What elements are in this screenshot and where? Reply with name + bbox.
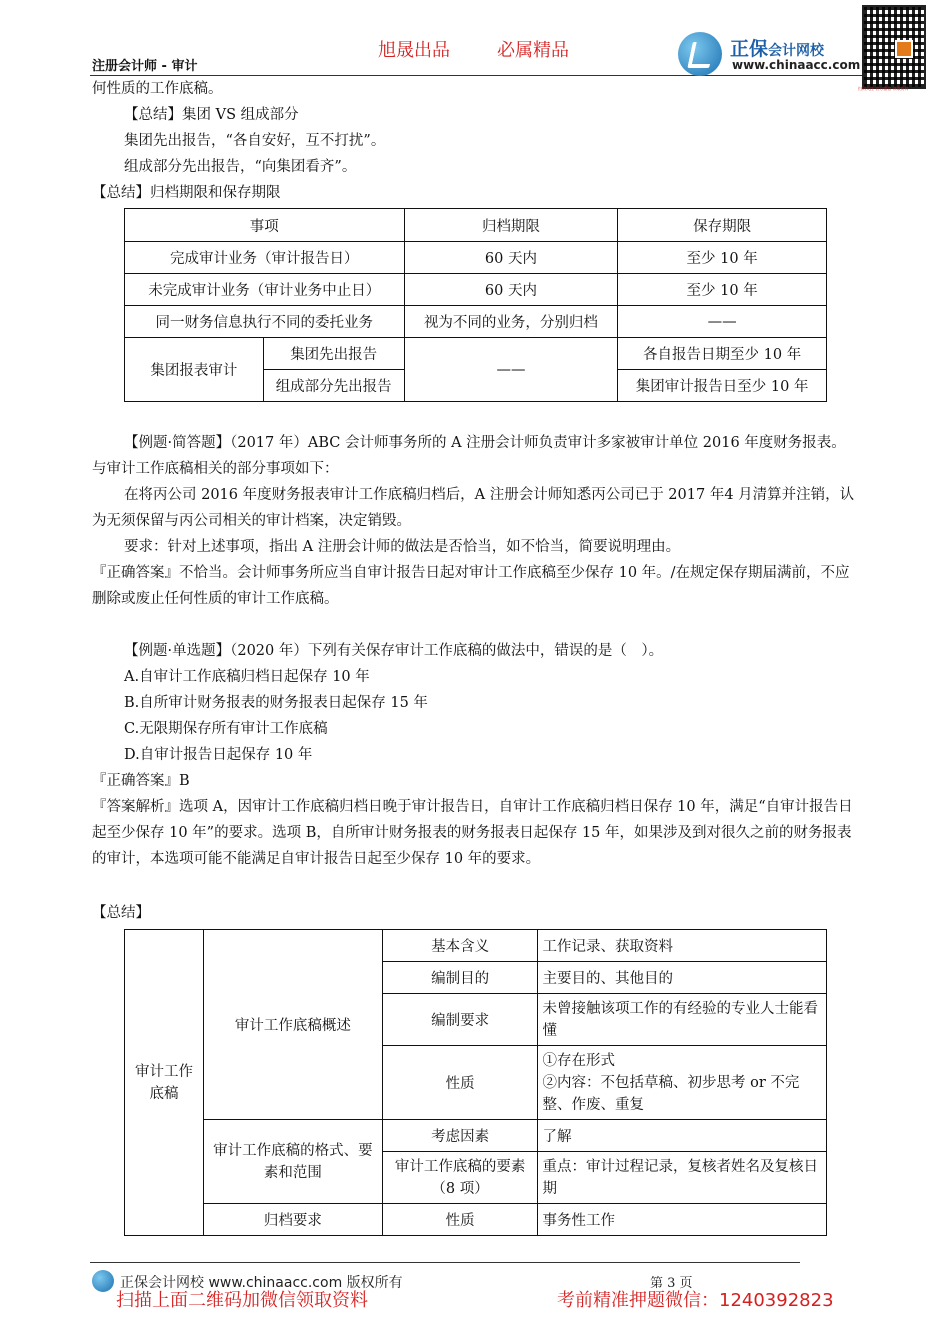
table-cell: 视为不同的业务，分别归档: [404, 306, 618, 338]
table-row: [125, 1120, 827, 1152]
table-cell: 同一财务信息执行不同的委托业务: [125, 306, 405, 338]
promo-left: 扫描上面二维码加微信领取资料: [116, 1290, 368, 1311]
example1-requirement: 要求：针对上述事项，指出 A 注册会计师的做法是否恰当，如不恰当，简要说明理由。: [124, 539, 681, 555]
footer-divider: [90, 1262, 800, 1263]
example1-answer: 『正确答案』不恰当。会计师事务所应当自审计报告日起对审计工作底稿至少保存 10 年。/在规定保存期届满前，不应删除或废止任何性质的审计工作底稿。: [92, 565, 850, 607]
footer-logo-icon: [92, 1270, 114, 1292]
table-cell: 了解: [538, 1120, 827, 1152]
intro-summary-heading: 【总结】集团 VS 组成部分: [124, 107, 299, 123]
table-cell: 审计工作底稿的要素（8 项）: [382, 1152, 538, 1204]
footer-brand: 正保会计网校 www.chinaacc.com 版权所有: [120, 1275, 403, 1291]
table-row: [125, 1204, 827, 1236]
table-cell: 未完成审计业务（审计业务中止日）: [125, 274, 405, 306]
table-cell: 组成部分先出报告: [263, 370, 404, 402]
table-cell-group-label: 集团报表审计: [125, 338, 264, 402]
table-header: 保存期限: [618, 209, 827, 242]
summary-group-1: 审计工作底稿概述: [204, 930, 383, 1120]
table-cell: 各自报告日期至少 10 年: [618, 338, 827, 370]
nature-line-2: ②内容：不包括草稿、初步思考 or 不完整、作废、重复: [542, 1074, 800, 1113]
intro-line-0: 何性质的工作底稿。: [92, 81, 223, 97]
table-cell: 性质: [382, 1046, 538, 1120]
table-cell: 集团先出报告: [263, 338, 404, 370]
course-title: 注册会计师 - 审计: [92, 59, 198, 74]
table-cell: 基本含义: [382, 930, 538, 962]
example1-title: 【例题·简答题】（2017 年）ABC 会计师事务所的 A 注册会计师负责审计多家被审计单位 2016 年度财务报表。与审计工作底稿相关的部分事项如下：: [92, 435, 846, 477]
table-cell: 事务性工作: [538, 1204, 827, 1236]
summary-group-2: 审计工作底稿的格式、要素和范围: [204, 1120, 383, 1204]
qr-note: 扫码关注 官方微信 领取资料: [858, 86, 909, 91]
table-cell: [538, 1046, 827, 1120]
brand-name-sub: 会计网校: [768, 43, 825, 59]
table-row: [125, 338, 827, 370]
table-cell: 集团审计报告日至少 10 年: [618, 370, 827, 402]
example2-option-d: D.自审计报告日起保存 10 年: [124, 747, 313, 763]
table-cell: 编制目的: [382, 962, 538, 994]
table-cell: ——: [618, 306, 827, 338]
summary-label: 【总结】: [92, 905, 150, 921]
intro-summary-archive: 【总结】归档期限和保存期限: [92, 185, 281, 201]
summary-group-3: 归档要求: [204, 1204, 383, 1236]
table-row: [125, 274, 827, 306]
table-row: [125, 242, 827, 274]
table-cell: ——: [404, 338, 618, 402]
example2-analysis: 『答案解析』选项 A，因审计工作底稿归档日晚于审计报告日，自审计工作底稿归档日保存 10 年，满足“自审计报告日起至少保存 10 年”的要求。选项 B，自所审计财务报表的财务报表日起保存 15 年，如果涉及到对很久之前的财务报表的审计，本选项可能不能满足自审计报告日起至少保存 10 年的要求。: [92, 799, 853, 867]
table-cell: 60 天内: [404, 242, 618, 274]
table-cell: 60 天内: [404, 274, 618, 306]
table-cell: 主要目的、其他目的: [538, 962, 827, 994]
table-header: 归档期限: [404, 209, 618, 242]
example2-answer: 『正确答案』B: [92, 773, 190, 789]
example2-option-b: B.自所审计财务报表的财务报表日起保存 15 年: [124, 695, 428, 711]
table-cell: 性质: [382, 1204, 538, 1236]
brand-name: [730, 34, 824, 61]
table-cell: 至少 10 年: [618, 242, 827, 274]
brand-logo-icon: [678, 32, 722, 76]
table-cell: 重点：审计过程记录，复核者姓名及复核日期: [538, 1152, 827, 1204]
promo-right: 考前精准押题微信：1240392823: [557, 1290, 834, 1311]
header-slogan-2: 必属精品: [497, 40, 569, 61]
table-header-row: [125, 209, 827, 242]
page-number: 第 3 页: [650, 1276, 693, 1291]
qr-badge-icon: [895, 40, 913, 58]
brand-url: www.chinaacc.com: [732, 58, 861, 72]
table-header: 事项: [125, 209, 405, 242]
table-cell: 编制要求: [382, 994, 538, 1046]
table-row: [125, 306, 827, 338]
summary-root: [125, 930, 204, 1236]
example1-body: 在将丙公司 2016 年度财务报表审计工作底稿归档后，A 注册会计师知悉丙公司已于 2017 年4 月清算并注销，认为无须保留与丙公司相关的审计档案，决定销毁。: [92, 487, 855, 529]
example2-option-c: C.无限期保存所有审计工作底稿: [124, 721, 328, 737]
header-slogan-1: 旭晟出品: [378, 40, 450, 61]
brand-name-main: 正保: [730, 38, 769, 60]
example2-option-a: A.自审计工作底稿归档日起保存 10 年: [124, 669, 370, 685]
qr-code-icon: [862, 5, 926, 89]
intro-line-3: 组成部分先出报告，“向集团看齐”。: [124, 159, 357, 175]
intro-line-2: 集团先出报告，“各自安好，互不打扰”。: [124, 133, 386, 149]
table-row: [125, 930, 827, 962]
nature-line-1: ①存在形式: [542, 1052, 615, 1069]
summary-table: [124, 929, 827, 1236]
table-cell: 考虑因素: [382, 1120, 538, 1152]
archive-period-table: [124, 208, 827, 402]
example2-title: 【例题·单选题】（2020 年）下列有关保存审计工作底稿的做法中，错误的是（ ）。: [124, 643, 664, 659]
table-cell: 未曾接触该项工作的有经验的专业人士能看懂: [538, 994, 827, 1046]
summary-root-label: 审计工作底稿: [135, 1063, 193, 1102]
table-cell: 工作记录、获取资料: [538, 930, 827, 962]
table-cell: 至少 10 年: [618, 274, 827, 306]
table-cell: 完成审计业务（审计报告日）: [125, 242, 405, 274]
